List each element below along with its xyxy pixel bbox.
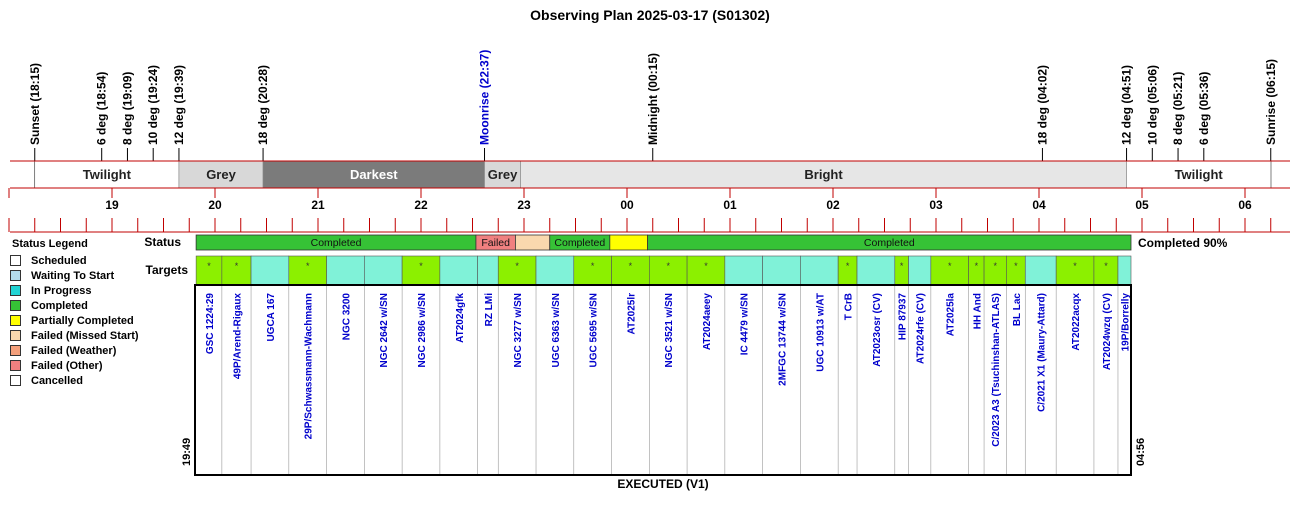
targets-row xyxy=(146,256,1132,475)
hour-tick-label: 21 xyxy=(311,198,325,212)
target-name: AT2024gfk xyxy=(454,293,466,343)
sky-phase-label: Darkest xyxy=(349,167,398,182)
event-label: 18 deg (04:02) xyxy=(1035,64,1050,145)
target-name: C/2021 X1 (Maury-Attard) xyxy=(1036,293,1048,412)
hour-tick-label: 19 xyxy=(105,198,119,212)
status-segment-label: Completed xyxy=(863,237,915,249)
legend-label: Scheduled xyxy=(31,254,87,267)
legend-item xyxy=(10,253,145,268)
target-name: 19P/Borrelly xyxy=(1120,293,1132,352)
event-label: 12 deg (04:51) xyxy=(1119,64,1134,145)
status-legend xyxy=(10,238,145,388)
hour-tick-label: 01 xyxy=(723,198,737,212)
legend-label: In Progress xyxy=(31,284,92,297)
legend-item xyxy=(10,328,145,343)
target-name: RZ LMi xyxy=(483,293,495,327)
target-slot-29 xyxy=(1118,256,1131,285)
legend-swatch xyxy=(10,285,21,296)
hour-tick-label: 05 xyxy=(1135,198,1149,212)
hour-tick-label: 04 xyxy=(1032,198,1046,212)
event-label: 8 deg (05:21) xyxy=(1171,71,1186,145)
legend-label: Cancelled xyxy=(31,374,83,387)
target-name: UGC 6363 w/SN xyxy=(550,293,562,368)
legend-swatch xyxy=(10,300,21,311)
legend-label: Partially Completed xyxy=(31,314,134,327)
legend-swatch xyxy=(10,255,21,266)
sky-phase-label: Grey xyxy=(206,167,236,182)
target-done-marker: * xyxy=(207,261,211,271)
target-done-marker: * xyxy=(590,261,595,271)
target-name: AT2024aeey xyxy=(701,293,713,351)
target-slot-4 xyxy=(327,256,365,285)
target-done-marker: * xyxy=(993,261,997,271)
target-done-marker: * xyxy=(1104,261,1108,271)
target-name: NGC 2642 w/SN xyxy=(379,293,391,368)
target-name: AT2024rfe (CV) xyxy=(915,293,927,364)
legend-title: Status Legend xyxy=(12,238,88,250)
legend-label: Failed (Weather) xyxy=(31,344,117,357)
hour-tick-label: 03 xyxy=(929,198,943,212)
plan-start-time: 19:49 xyxy=(181,437,193,466)
event-label: Midnight (00:15) xyxy=(645,53,660,145)
legend-item xyxy=(10,358,145,373)
target-slot-15 xyxy=(725,256,763,285)
target-done-marker: * xyxy=(666,261,670,271)
target-name: HIP 87937 xyxy=(897,293,909,341)
target-done-marker: * xyxy=(947,261,952,271)
event-label: Sunrise (06:15) xyxy=(1263,58,1278,145)
target-slot-2 xyxy=(251,256,289,285)
chart-title: Observing Plan 2025-03-17 (S01302) xyxy=(530,7,770,23)
legend-swatch xyxy=(10,330,21,341)
target-name: C/2023 A3 (Tsuchinshan-ATLAS) xyxy=(991,293,1003,447)
status-segment-label: Failed xyxy=(481,237,510,249)
target-done-marker: * xyxy=(704,261,708,271)
target-name: IC 4479 w/SN xyxy=(739,293,751,356)
target-done-marker: * xyxy=(899,261,904,271)
target-slot-10 xyxy=(536,256,574,285)
legend-item xyxy=(10,373,145,388)
target-name: 29P/Schwassmann-Wachmann xyxy=(303,293,315,440)
target-slot-7 xyxy=(440,256,478,285)
sky-phase-band xyxy=(10,161,1290,188)
target-done-marker: * xyxy=(234,261,239,271)
target-done-marker: * xyxy=(1073,261,1077,271)
target-name: UGC 5695 w/SN xyxy=(588,293,600,368)
event-label: Sunset (18:15) xyxy=(27,62,42,145)
status-segment-label: Completed xyxy=(554,237,606,249)
target-done-marker: * xyxy=(845,261,850,271)
target-slot-5 xyxy=(364,256,402,285)
target-name: NGC 3521 w/SN xyxy=(664,293,676,368)
event-label: 10 deg (05:06) xyxy=(1145,64,1160,145)
target-slot-17 xyxy=(800,256,838,285)
status-segment-label: Completed xyxy=(310,237,362,249)
legend-swatch xyxy=(10,345,21,356)
event-label: 6 deg (18:54) xyxy=(94,71,109,145)
targets-row-label: Targets xyxy=(145,263,188,277)
status-segment-2 xyxy=(515,235,549,250)
target-slot-16 xyxy=(763,256,801,285)
hour-tick-label: 22 xyxy=(414,198,428,212)
target-done-marker: * xyxy=(628,261,633,271)
target-name: 2MFGC 13744 w/SN xyxy=(777,293,789,386)
sky-phase-label: Twilight xyxy=(82,167,131,182)
event-label: 10 deg (19:24) xyxy=(146,64,161,145)
target-name: AT2025lr xyxy=(626,293,638,335)
hour-tick-label: 06 xyxy=(1238,198,1252,212)
footer-label: EXECUTED (V1) xyxy=(617,477,709,491)
target-name: T CrB xyxy=(843,293,855,321)
status-row xyxy=(144,235,1227,250)
legend-label: Failed (Missed Start) xyxy=(31,329,139,342)
target-slot-19 xyxy=(857,256,895,285)
target-slot-8 xyxy=(478,256,499,285)
legend-swatch xyxy=(10,360,21,371)
legend-label: Completed xyxy=(31,299,88,312)
legend-item xyxy=(10,343,145,358)
target-name: NGC 3200 xyxy=(341,293,353,341)
target-slot-26 xyxy=(1025,256,1056,285)
target-name: NGC 2986 w/SN xyxy=(417,293,428,368)
target-done-marker: * xyxy=(974,261,979,271)
hour-tick-label: 00 xyxy=(620,198,634,212)
target-slot-21 xyxy=(909,256,931,285)
legend-item xyxy=(10,313,145,328)
hour-axis xyxy=(9,188,1290,232)
legend-swatch xyxy=(10,315,21,326)
legend-label: Waiting To Start xyxy=(31,269,115,282)
legend-list xyxy=(10,253,145,388)
hour-tick-label: 02 xyxy=(826,198,840,212)
legend-swatch xyxy=(10,270,21,281)
legend-item xyxy=(10,298,145,313)
sky-phase-label: Twilight xyxy=(1174,167,1223,182)
sky-phase-label: Bright xyxy=(804,167,843,182)
target-name: UGC 10913 w/AT xyxy=(815,293,827,372)
plan-end-time: 04:56 xyxy=(1135,437,1147,466)
target-done-marker: * xyxy=(419,261,423,271)
sky-phase-label: Grey xyxy=(487,167,518,182)
target-name: HH And xyxy=(972,293,984,330)
target-name: AT2022acqx xyxy=(1071,293,1083,351)
event-label: 12 deg (19:39) xyxy=(171,64,186,145)
target-name: GSC 1224:29 xyxy=(204,293,216,355)
target-name: AT2023osr (CV) xyxy=(871,293,883,367)
legend-item xyxy=(10,268,145,283)
event-label: 8 deg (19:09) xyxy=(120,71,135,145)
target-name: AT2025la xyxy=(945,293,957,337)
target-done-marker: * xyxy=(1014,261,1018,271)
target-done-marker: * xyxy=(305,261,310,271)
target-name: NGC 3277 w/SN xyxy=(513,293,525,368)
status-row-label: Status xyxy=(144,235,181,249)
event-label: 6 deg (05:36) xyxy=(1196,71,1211,145)
status-summary: Completed 90% xyxy=(1138,236,1228,250)
hour-tick-label: 23 xyxy=(517,198,531,212)
target-done-marker: * xyxy=(515,261,519,271)
target-name: BL Lac xyxy=(1011,293,1023,327)
legend-label: Failed (Other) xyxy=(31,359,103,372)
target-name: UGCA 167 xyxy=(265,293,277,342)
legend-item xyxy=(10,283,145,298)
event-label: 18 deg (20:28) xyxy=(256,64,271,145)
target-name: AT2024wzq (CV) xyxy=(1101,293,1113,371)
hour-tick-label: 20 xyxy=(208,198,222,212)
target-name: 49P/Arend-Rigaux xyxy=(232,293,244,380)
status-segment-4 xyxy=(610,235,648,250)
event-label: Moonrise (22:37) xyxy=(477,49,492,145)
legend-swatch xyxy=(10,375,21,386)
